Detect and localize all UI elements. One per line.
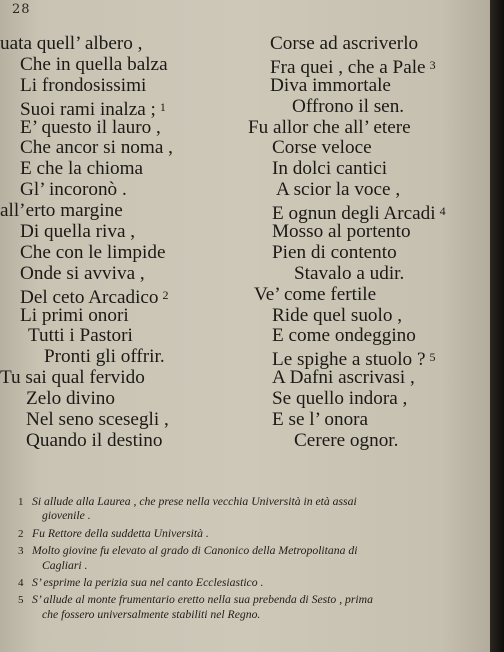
- verse-line-right: [248, 285, 446, 306]
- verse-line-right: [248, 34, 446, 55]
- verse-line-right: [248, 159, 446, 180]
- verse-text: Offrono il sen.: [292, 95, 405, 117]
- verse-text: E se l’ onora: [272, 409, 369, 431]
- verse-line-right: [248, 55, 446, 76]
- verse-line-left: [0, 180, 173, 201]
- verse-line-right: [248, 118, 446, 139]
- verse-text: Mosso al portento: [272, 221, 411, 243]
- footnote-text-line: giovenile .: [42, 509, 91, 523]
- verse-text: E come ondeggino: [272, 325, 416, 347]
- verse-text: Zelo divino: [26, 388, 115, 410]
- footnote: [18, 544, 488, 573]
- verse-line-left: [0, 285, 173, 306]
- verse-line-left: [0, 243, 173, 264]
- verse-text: Nel seno scesegli ,: [26, 409, 169, 431]
- footnote-marker: 4: [439, 204, 446, 219]
- footnote-text-line: S’ allude al monte frumentario eretto nella sua prebenda di Sesto , prima: [32, 593, 373, 607]
- verse-text: Ve’ come fertile: [254, 283, 377, 305]
- verse-text: Tutti i Pastori: [28, 325, 133, 347]
- verse-line-right: [248, 97, 446, 118]
- verse-line-left: [0, 222, 173, 243]
- verse-text: Diva immortale: [270, 74, 391, 96]
- verse-text: E che la chioma: [20, 158, 144, 180]
- footnote-number: 2: [18, 527, 24, 540]
- verse-text: Corse veloce: [272, 137, 372, 159]
- verse-line-left: [0, 97, 173, 118]
- verse-line-right: [248, 138, 446, 159]
- verse-line-left: [0, 138, 173, 159]
- footnote: [18, 495, 488, 524]
- verse-text: Del ceto Arcadico: [20, 286, 159, 308]
- verse-line-left: [0, 264, 173, 285]
- poem-left-column: [0, 34, 173, 452]
- verse-line-right: [248, 431, 446, 452]
- verse-line-left: [0, 201, 173, 222]
- verse-text: Se quello indora ,: [272, 388, 408, 410]
- footnote-text-line: S’ esprime la perizia sua nel canto Ecclesiastico .: [32, 576, 264, 590]
- footnotes: [18, 495, 488, 625]
- verse-text: In dolci cantici: [272, 158, 388, 180]
- footnote-number: 1: [18, 496, 24, 508]
- verse-text: E ognun degli Arcadi: [272, 203, 436, 225]
- verse-line-right: [248, 201, 446, 225]
- verse-line-left: [0, 368, 173, 389]
- verse-text: A scior la voce ,: [276, 179, 401, 201]
- verse-text: Fu allor che all’ etere: [248, 116, 411, 138]
- verse-line-left: [0, 159, 173, 180]
- verse-text: E’ questo il lauro ,: [20, 116, 161, 138]
- verse-text: Corse ad ascriverlo: [270, 33, 419, 54]
- verse-text: Pien di contento: [272, 241, 397, 263]
- verse-line-left: [0, 389, 173, 410]
- verse-line-right: [248, 410, 446, 431]
- verse-line-right: [248, 326, 446, 347]
- footnote-marker: 5: [429, 350, 436, 365]
- verse-text: Che ancor si noma ,: [20, 137, 173, 159]
- footnote-text-line: Fu Rettore della suddetta Università .: [32, 526, 209, 540]
- verse-text: Fra quei , che a Pale: [270, 56, 426, 78]
- verse-line-left: [0, 347, 173, 368]
- verse-text: Di quella riva ,: [20, 221, 136, 243]
- verse-text: Suoi rami inalza ;: [20, 98, 156, 120]
- verse-text: all’erto margine: [0, 200, 123, 222]
- poem-right-column: [248, 34, 446, 452]
- footnote-text-line: Molto giovine fu elevato al grado di Canonico della Metropolitana di: [32, 544, 358, 558]
- verse-text: Stavalo a udir.: [294, 262, 405, 284]
- verse-text: Li primi onori: [20, 304, 129, 326]
- verse-line-right: [248, 306, 446, 327]
- verse-line-right: [248, 180, 446, 201]
- verse-text: Onde si avviva ,: [20, 262, 145, 284]
- page-number: 28: [12, 2, 31, 17]
- verse-line-left: [0, 55, 173, 76]
- verse-text: Gl’ incoronò .: [20, 179, 127, 201]
- verse-text: Pronti gli offrir.: [44, 346, 165, 368]
- footnote: [18, 527, 488, 541]
- verse-line-left: [0, 410, 173, 431]
- book-gutter-shadow: [490, 0, 504, 652]
- verse-text: Tu sai qual fervido: [0, 367, 145, 389]
- verse-line-right: [248, 264, 446, 285]
- footnote-marker: 1: [159, 99, 166, 114]
- verse-line-left: [0, 431, 173, 452]
- verse-line-right: [248, 347, 446, 371]
- verse-text: Cerere ognor.: [294, 429, 399, 451]
- footnote-number: 4: [18, 577, 24, 590]
- verse-line-right: [248, 368, 446, 389]
- verse-line-right: [248, 222, 446, 243]
- verse-line-left: [0, 34, 173, 55]
- verse-line-right: [248, 389, 446, 410]
- verse-text: Li frondosissimi: [20, 74, 147, 96]
- verse-line-right: [248, 76, 446, 97]
- footnote-text-line: Si allude alla Laurea , che prese nella vecchia Università in età assai: [32, 495, 357, 508]
- footnote-marker: 3: [429, 57, 436, 72]
- footnote-text-line: che fossero universalmente stabiliti nel Regno.: [42, 607, 261, 621]
- verse-text: Ride quel suolo ,: [272, 304, 403, 326]
- footnote: [18, 593, 488, 622]
- verse-line-left: [0, 326, 173, 347]
- verse-text: Che in quella balza: [20, 53, 168, 75]
- footnote-number: 3: [18, 545, 24, 558]
- footnote-marker: 2: [162, 287, 169, 302]
- verse-text: uata quell’ albero ,: [0, 33, 143, 54]
- footnote-number: 5: [18, 594, 24, 607]
- verse-text: Quando il destino: [26, 429, 163, 451]
- footnote-text-line: Cagliari .: [42, 558, 88, 572]
- verse-line-left: [0, 76, 173, 97]
- verse-text: Che con le limpide: [20, 241, 166, 263]
- verse-line-right: [248, 243, 446, 264]
- verse-text: A Dafni ascrivasi ,: [272, 367, 415, 389]
- footnote: [18, 576, 488, 590]
- verse-line-left: [0, 118, 173, 139]
- verse-line-left: [0, 306, 173, 327]
- verse-text: Le spighe a stuolo ?: [272, 349, 426, 371]
